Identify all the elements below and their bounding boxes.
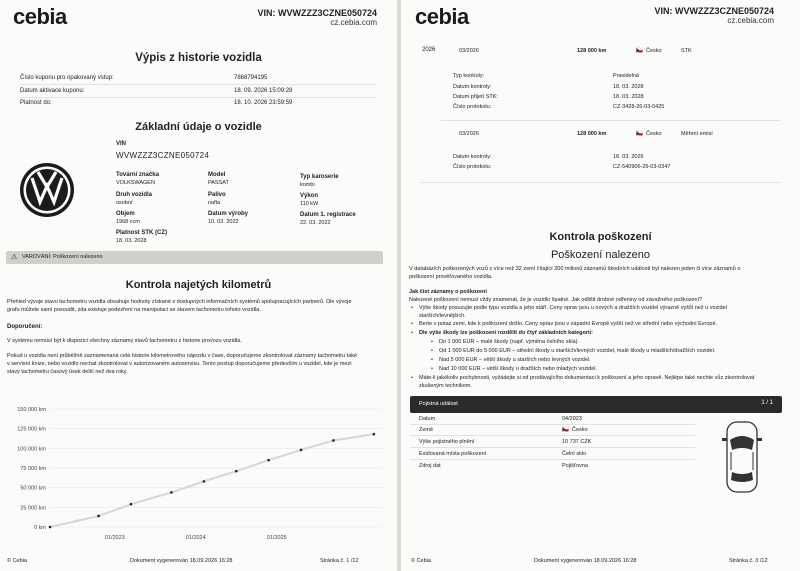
data-point (49, 526, 52, 529)
field-label: Typ karoserie (300, 174, 339, 180)
y-tick-label: 150 000 km (17, 407, 46, 413)
bullet-text: starších/levnějších. (419, 313, 466, 319)
site-url: cz.cebia.com (330, 18, 377, 27)
mileage-chart (0, 395, 397, 545)
damage-intro-line: V databázích poškozených vozů z více než 32 zemí čítající 200 milionů záznamů škodních událostí byl nalezen jeden či více záznamů o (409, 266, 741, 272)
field-label: Datum výroby (208, 211, 249, 217)
page-title: Výpis z historie vozidla (135, 52, 262, 64)
footer-page-number: Stránka č. 1 /12 (320, 558, 359, 564)
y-tick-label: 25 000 km (20, 505, 46, 512)
event-value: Česko (572, 427, 588, 433)
sub-bullet-icon: • (431, 348, 433, 354)
detail-value: 18. 03. 2028 (613, 84, 644, 90)
footer-copyright: © Cebia (411, 558, 431, 564)
recommendation-label: Doporučení: (7, 324, 43, 330)
advice-line: v servisní knize, nebo vozidlo nechat zkontrolovat v autorizovaném autoservisu. Tento postup doporučujeme především u vozidel, kde je mezi (7, 361, 352, 367)
record-date: 03/2026 (459, 48, 479, 54)
record-type: Měření emisí (681, 131, 713, 137)
coupon-label: Číslo kuponu pro opakovaný vstup: (20, 75, 114, 81)
field-value: 1968 ccm (116, 219, 140, 225)
howto-text: Nalezené poškození nemusí vždy znamenat, že je vozidlo špatné. Jak odlišit drobné odřeniny od závažného poškození? (409, 297, 703, 303)
footer-generated: Dokument vygenerován 18.09.2026 16:28 (534, 558, 637, 564)
damage-title: Kontrola poškození (549, 231, 652, 243)
bullet-text: Máte-li jakékoliv pochybnosti, vyžádejte si od prodávajícího dokumentaci k poškození a jeho opravě. Nejlépe také nechte vůz zkontrolovat (419, 375, 755, 381)
valid-until-value: 18. 10. 2026 23:59:59 (234, 100, 293, 106)
advice-line: Pokud u vozidla není průběžně zaznamenaná celá historie kilometrového nájezdu v čase, doporučujeme zkontrolovat záznamy tachometru také (7, 353, 358, 359)
field-value: PASSAT (208, 180, 229, 186)
bullet-icon: • (411, 321, 413, 327)
detail-value: CZ-3428-26-03-0425 (613, 104, 665, 110)
x-tick-label: 01/2023 (104, 535, 125, 541)
volkswagen-logo-icon (18, 160, 76, 220)
footer-page-number: Stránka č. 3 /12 (729, 558, 768, 564)
y-tick-label: 100 000 km (17, 446, 46, 453)
record-country: Česko (646, 48, 662, 54)
detail-value: 18. 03. 2028 (613, 94, 644, 100)
cebia-logo: cebia (415, 4, 469, 29)
cebia-logo: cebia (13, 4, 67, 29)
data-point (130, 503, 133, 506)
bullet-text: Dle výše škody lze poškození rozdělit do čtyř základních kategorií: (419, 330, 593, 336)
vin-header: VIN: WVWZZZ3CZNE050724 (257, 8, 377, 18)
data-point (332, 439, 335, 442)
y-tick-label: 50 000 km (20, 485, 46, 492)
detail-label: Datum kontroly: (453, 84, 492, 90)
flag-icon: 🇨🇿 (636, 48, 643, 54)
vin-label: VIN (116, 141, 127, 147)
data-point (267, 459, 270, 462)
damage-subtitle: Poškození nalezeno (550, 249, 651, 261)
field-label: Palivo (208, 192, 226, 198)
bullet-icon: • (411, 330, 413, 336)
coupon-value: 7868794195 (234, 75, 268, 81)
field-value: 18. 03. 2028 (116, 238, 147, 244)
bullet-icon: • (411, 305, 413, 311)
data-point (300, 449, 303, 452)
data-point (235, 470, 238, 473)
event-value: 04/2023 (562, 416, 582, 422)
event-label: Datum (419, 416, 436, 422)
detail-value: 18. 03. 2026 (613, 154, 644, 160)
field-value: osobní (116, 200, 133, 206)
y-tick-label: 75 000 km (20, 466, 46, 472)
bullet-icon: • (411, 375, 413, 381)
category-item: Nad 10 000 EUR – větší škody u dražších nebo mladých vozidel. (439, 366, 598, 372)
report-page-3 (401, 0, 800, 571)
bullet-text: Výše škody posuzujte podle typu vozidla a jeho stáří. Ceny oprav jsou u nových a dražších vozidel výrazně vyšší než u vozidel (419, 305, 727, 311)
record-year: 2026 (422, 47, 436, 53)
detail-value: CZ-540906-26-03-0347 (613, 164, 671, 170)
vin-value: WVWZZZ3CZNE050724 (116, 151, 210, 160)
recommendation-text: V systému nemusí být k dispozici všechny záznamy stavů tachometru z historie provozu vozidla. (7, 338, 242, 344)
event-value: 10 737 CZK (562, 439, 592, 445)
record-km: 128 000 km (577, 131, 607, 137)
basic-info-title: Základní údaje o vozidle (135, 121, 262, 133)
bullet-text: zkušeným technikem. (419, 383, 472, 389)
category-item: Nad 5 000 EUR – větší škody u starších nebo levných vozidel. (439, 357, 591, 363)
event-bar-count: 1 / 1 (761, 400, 773, 406)
x-tick-label: 01/2025 (266, 535, 287, 541)
data-point (373, 433, 376, 436)
y-tick-label: 125 000 km (17, 426, 46, 433)
vin-header: VIN: WVWZZZ3CZNE050724 (654, 6, 774, 16)
warning-banner (6, 251, 383, 264)
field-value: VOLKSWAGEN (116, 180, 155, 186)
category-item: Do 1 000 EUR – malé škody (např. výměna čelního skla). (439, 339, 580, 345)
valid-until-label: Platnost do: (20, 100, 52, 106)
event-value: Čelní sklo (562, 451, 587, 457)
event-label: Země (419, 427, 434, 433)
detail-label: Číslo protokolu: (453, 104, 492, 110)
field-value: kombi (300, 182, 315, 188)
km-title: Kontrola najetých kilometrů (125, 279, 272, 291)
detail-label: Číslo protokolu: (453, 164, 492, 170)
detail-label: Datum kontroly: (453, 154, 492, 160)
howto-label: Jak číst záznamy o poškození (409, 289, 487, 295)
sub-bullet-icon: • (431, 357, 433, 363)
footer-copyright: © Cebia (7, 558, 27, 564)
km-text-line: grafu můžete sami posoudit, zda existuje podezření na manipulaci se stavem tachometru tohoto vozidla. (7, 307, 261, 313)
field-label: Tovární značka (116, 172, 159, 178)
event-value: Pojišťovna (562, 463, 588, 469)
advice-line: stavy tachometru časový úsek delší než dva roky. (7, 369, 128, 375)
record-type: STK (681, 48, 692, 54)
report-page-1 (0, 0, 397, 571)
record-km: 128 000 km (577, 48, 607, 54)
event-label: Evidovaná místa poškození (419, 451, 487, 457)
warning-text: VAROVÁNÍ: Poškození nalezeno (22, 254, 103, 260)
field-label: Druh vozidla (116, 192, 153, 198)
event-label: Zdroj dat (419, 463, 441, 469)
field-label: Platnost STK (CZ) (116, 230, 167, 236)
insurance-event-bar[interactable] (410, 396, 782, 413)
field-value: 10. 03. 2022 (208, 219, 239, 225)
site-url: cz.cebia.com (727, 16, 774, 25)
flag-icon: 🇨🇿 (562, 427, 569, 433)
detail-label: Datum přijetí STK: (453, 94, 498, 100)
km-text-line: Přehled vývoje stavu tachometru vozidla obsahuje hodnoty získané z dostupných informačních systémů spolupracujících partnerů. Dle vývoje (7, 299, 352, 305)
sub-bullet-icon: • (431, 366, 433, 372)
field-label: Model (208, 172, 226, 178)
event-bar-title: Pojistná událost (419, 401, 458, 407)
footer-generated: Dokument vygenerován 18.09.2026 16:28 (130, 558, 233, 564)
field-value: nafta (208, 200, 221, 206)
data-point (97, 515, 100, 518)
detail-label: Typ kontroly: (453, 73, 485, 79)
damage-intro-line: poškození prověřovaného vozidla. (409, 274, 493, 280)
field-label: Výkon (300, 193, 319, 199)
flag-icon: 🇨🇿 (636, 131, 643, 137)
y-tick-label: 0 km (34, 525, 46, 531)
record-date: 03/2026 (459, 131, 479, 137)
data-point (203, 480, 206, 483)
field-value: 22. 03. 2022 (300, 220, 331, 226)
sub-bullet-icon: • (431, 339, 433, 345)
activation-label: Datum aktivace kuponu: (20, 88, 85, 94)
event-label: Výše pojistného plnění (419, 439, 475, 445)
record-country: Česko (646, 131, 662, 137)
field-label: Objem (116, 211, 135, 217)
data-point (170, 491, 173, 494)
field-label: Datum 1. registrace (300, 212, 356, 218)
car-top-view-icon (719, 418, 765, 496)
bullet-text: Berte v potaz zemi, kde k poškození došlo. Ceny oprav jsou v západní Evropě vyšší než ve střední nebo východní Evropě. (419, 321, 718, 327)
warning-icon: ⚠ (11, 254, 18, 261)
detail-value: Pravidelná (613, 73, 639, 79)
category-item: Od 1 000 EUR do 5 000 EUR – střední škody u starších/levných vozidel, malé škody u mladších/dražších vozidel. (439, 348, 716, 354)
x-tick-label: 01/2024 (185, 535, 206, 541)
activation-value: 18. 09. 2026 15:09:28 (234, 88, 293, 94)
field-value: 110 kW (300, 201, 319, 207)
